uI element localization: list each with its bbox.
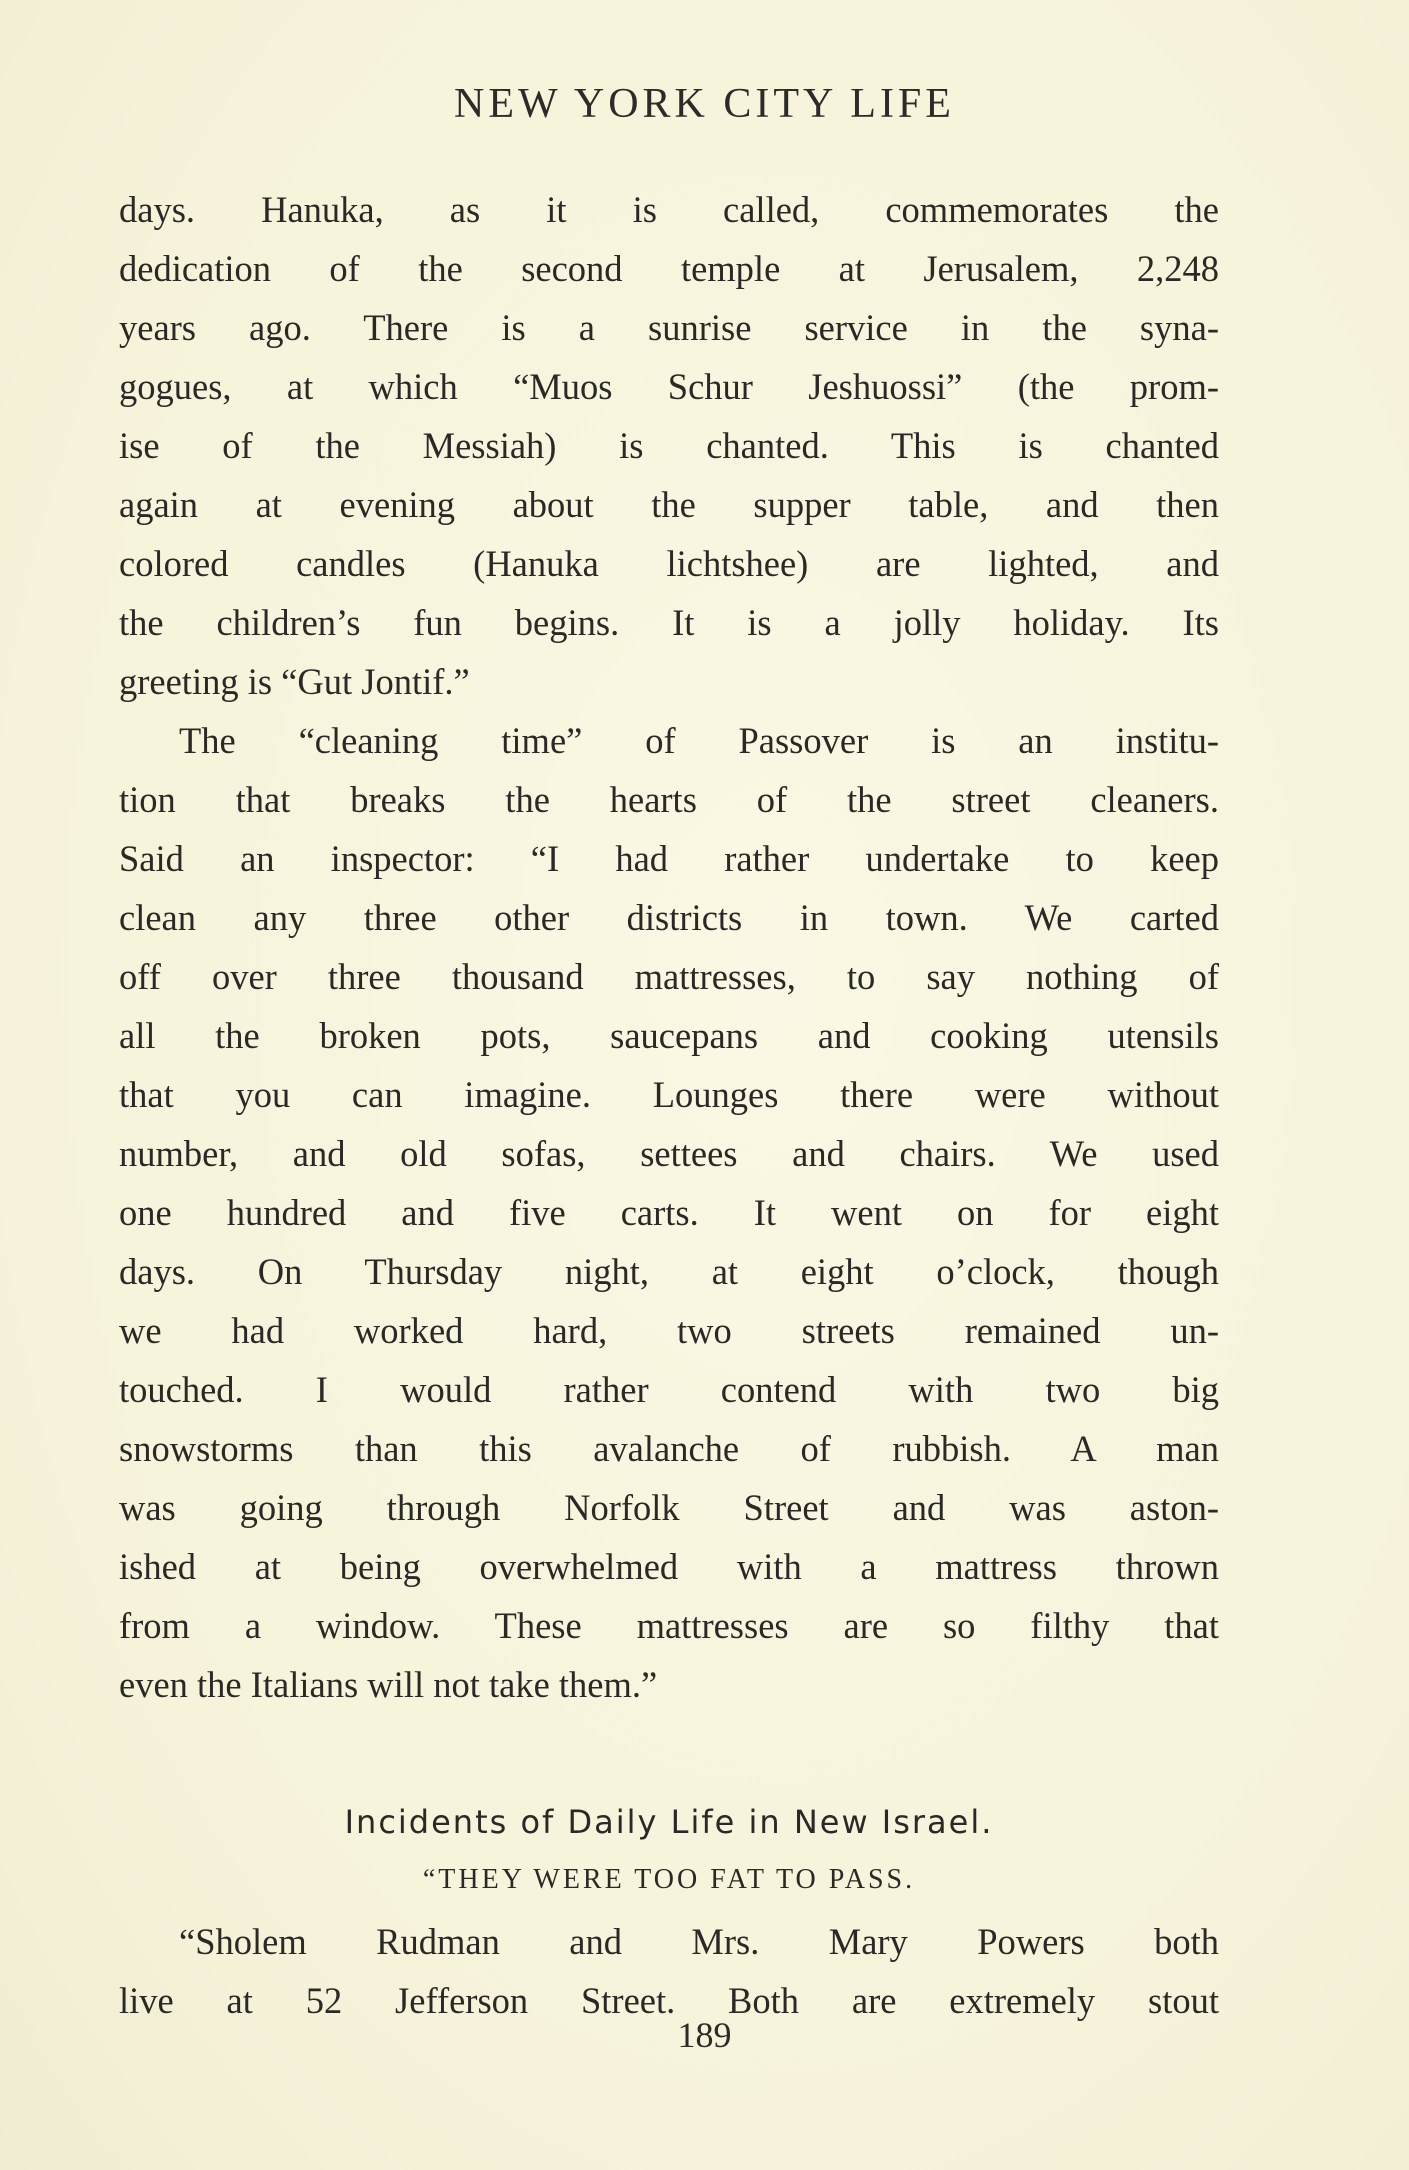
text-line: “Sholem Rudman and Mrs. Mary Powers both: [179, 1921, 1219, 1962]
text-line: tion that breaks the hearts of the street cleaners.: [119, 779, 1219, 820]
text-line: gogues, at which “Muos Schur Jeshuossi” (the prom-: [119, 366, 1219, 407]
text-line: days. On Thursday night, at eight o’clock, though: [119, 1251, 1219, 1292]
text-line: snowstorms than this avalanche of rubbish. A man: [119, 1428, 1219, 1469]
text-line: live at 52 Jefferson Street. Both are extremely stout: [119, 1980, 1219, 2021]
paragraph-cleaning-time: [119, 711, 1219, 1714]
text-line: ished at being overwhelmed with a mattress thrown: [119, 1546, 1219, 1587]
text-line: dedication of the second temple at Jerusalem, 2,248: [119, 248, 1219, 289]
text-line: years ago. There is a sunrise service in the syna-: [119, 307, 1219, 348]
page-number: 189: [677, 2015, 732, 2055]
sub-heading: “THEY WERE TOO FAT TO PASS.: [422, 1864, 916, 1895]
text-line: all the broken pots, saucepans and cooking utensils: [119, 1015, 1219, 1056]
text-line: again at evening about the supper table, and then: [119, 484, 1219, 525]
text-line: one hundred and five carts. It went on for eight: [119, 1192, 1219, 1233]
paragraph-sholem-rudman: [119, 1912, 1219, 2030]
text-line: the children’s fun begins. It is a jolly holiday. Its: [119, 602, 1219, 643]
text-line: even the Italians will not take them.”: [119, 1664, 658, 1705]
text-line: greeting is “Gut Jontif.”: [119, 661, 470, 702]
text-line: from a window. These mattresses are so filthy that: [119, 1605, 1219, 1646]
text-line: The “cleaning time” of Passover is an institu-: [179, 720, 1219, 761]
text-line: days. Hanuka, as it is called, commemorates the: [119, 189, 1219, 230]
section-heading: Incidents of Daily Life in New Israel.: [344, 1803, 994, 1841]
text-line: colored candles (Hanuka lichtshee) are lighted, and: [119, 543, 1219, 584]
text-line: Said an inspector: “I had rather undertake to keep: [119, 838, 1219, 879]
text-line: we had worked hard, two streets remained un-: [119, 1310, 1219, 1351]
text-line: clean any three other districts in town. We carted: [119, 897, 1219, 938]
spacer: [119, 1714, 1219, 1794]
text-line: that you can imagine. Lounges there were without: [119, 1074, 1219, 1115]
running-head: NEW YORK CITY LIFE: [454, 81, 955, 127]
paragraph-hanuka: [119, 180, 1219, 711]
body-text: [119, 180, 1219, 2030]
text-line: off over three thousand mattresses, to say nothing of: [119, 956, 1219, 997]
text-line: touched. I would rather contend with two big: [119, 1369, 1219, 1410]
text-line: was going through Norfolk Street and was aston-: [119, 1487, 1219, 1528]
text-line: ise of the Messiah) is chanted. This is chanted: [119, 425, 1219, 466]
text-line: number, and old sofas, settees and chairs. We used: [119, 1133, 1219, 1174]
